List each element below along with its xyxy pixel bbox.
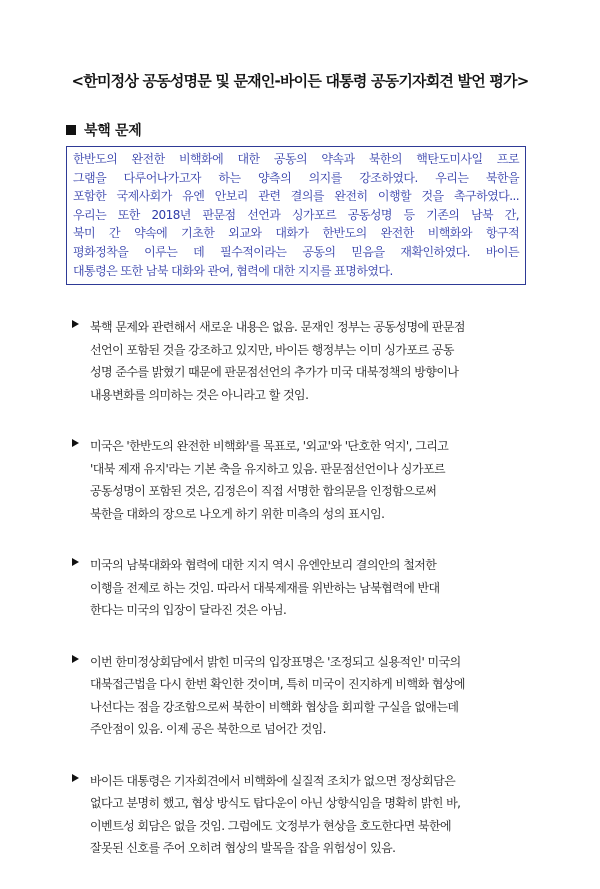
bullet-line: 미국은 '한반도의 완전한 비핵화'를 목표로, '외교'와 '단호한 억지', 그리고: [90, 439, 449, 453]
excerpt-line: 포함한 국제사회가 유엔 안보리 관련 결의를 완전히 이행할 것을 촉구하였다...: [73, 189, 519, 204]
bullet-item: [72, 316, 532, 406]
bullet-line: 바이든 대통령은 기자회견에서 비핵화에 실질적 조치가 없으면 정상회담은: [90, 773, 456, 788]
bullet-line: 이번 한미정상회담에서 밝힌 미국의 입장표명은 '조정되고 실용적인' 미국의: [90, 654, 461, 669]
section-heading-text: 북핵 문제: [84, 123, 142, 139]
bullet-line: 대북접근법을 다시 한번 확인한 것이며, 특히 미국이 진지하게 비핵화 협상에: [90, 677, 465, 691]
bullet-line: 주안점이 있음. 이제 공은 북한으로 넘어간 것임.: [90, 722, 326, 736]
bullet-line: '대북 제재 유지'라는 기본 축을 유지하고 있음. 판문점선언이나 싱가포르: [90, 461, 446, 476]
triangle-bullet-icon: [72, 774, 79, 782]
excerpt-line: 한반도의 완전한 비핵화에 대한 공동의 약속과 북한의 핵탄도미사일 프로: [73, 152, 519, 166]
bullet-line: 이행을 전제로 하는 것임. 따라서 대북제재를 위반하는 남북협력에 반대: [90, 580, 440, 595]
bullet-item: [72, 554, 532, 622]
section-heading: [66, 120, 141, 140]
excerpt-line: 그램을 다루어나가고자 하는 양측의 의지를 강조하였다. 우리는 북한을: [73, 170, 519, 185]
document-title: <한미정상 공동성명문 및 문재인-바이든 대통령 공동기자회견 발언 평가>: [71, 72, 529, 90]
assessment-bullet-list: [72, 316, 532, 889]
bullet-line: 북핵 문제와 관련해서 새로운 내용은 없음. 문재인 정부는 공동성명에 판문점: [90, 320, 465, 334]
bullet-line: 선언이 포함된 것을 강조하고 있지만, 바이든 행정부는 이미 싱가포르 공동: [90, 342, 454, 357]
bullet-item: [72, 770, 532, 860]
triangle-bullet-icon: [72, 558, 79, 566]
black-square-icon: [66, 125, 76, 135]
bullet-line: 공동성명이 포함된 것은, 김정은이 직접 서명한 합의문을 인정함으로써: [90, 484, 437, 498]
joint-statement-excerpt-box: [66, 146, 526, 285]
bullet-line: 이벤트성 회담은 없을 것임. 그럼에도 文정부가 현상을 호도한다면 북한에: [90, 818, 452, 833]
bullet-line: 성명 준수를 밝혔기 때문에 판문점선언의 추가가 미국 대북정책의 방향이나: [90, 365, 459, 379]
triangle-bullet-icon: [72, 655, 79, 663]
bullet-line: 잘못된 신호를 주어 오히려 협상의 발목을 잡을 위험성이 있음.: [90, 841, 396, 855]
bullet-line: 내용변화를 의미하는 것은 아니라고 할 것임.: [90, 387, 309, 402]
excerpt-line: 북미 간 약속에 기초한 외교와 대화가 한반도의 완전한 비핵화와 항구적: [73, 226, 519, 241]
excerpt-line: 평화정착을 이루는 데 필수적이라는 공동의 믿음을 재확인하였다. 바이든: [73, 244, 519, 259]
bullet-line: 없다고 분명히 했고, 협상 방식도 탑다운이 아닌 상향식임을 명확히 밝힌 바,: [90, 796, 461, 810]
bullet-line: 한다는 미국의 입장이 달라진 것은 아님.: [90, 603, 287, 617]
bullet-line: 나선다는 점을 강조함으로써 북한이 비핵화 협상을 회피할 구실을 없애는데: [90, 699, 459, 714]
bullet-item: [72, 651, 532, 741]
excerpt-line: 대통령은 또한 남북 대화와 관여, 협력에 대한 지지를 표명하였다.: [73, 263, 393, 278]
bullet-line: 북한을 대화의 장으로 나오게 하기 위한 미측의 성의 표시임.: [90, 506, 385, 521]
triangle-bullet-icon: [72, 320, 79, 328]
excerpt-line: 우리는 또한 2018년 판문점 선언과 싱가포르 공동성명 등 기존의 남북 간,: [73, 207, 519, 222]
bullet-item: [72, 435, 532, 525]
bullet-line: 미국의 남북대화와 협력에 대한 지지 역시 유엔안보리 결의안의 철저한: [90, 558, 437, 572]
triangle-bullet-icon: [72, 439, 79, 447]
